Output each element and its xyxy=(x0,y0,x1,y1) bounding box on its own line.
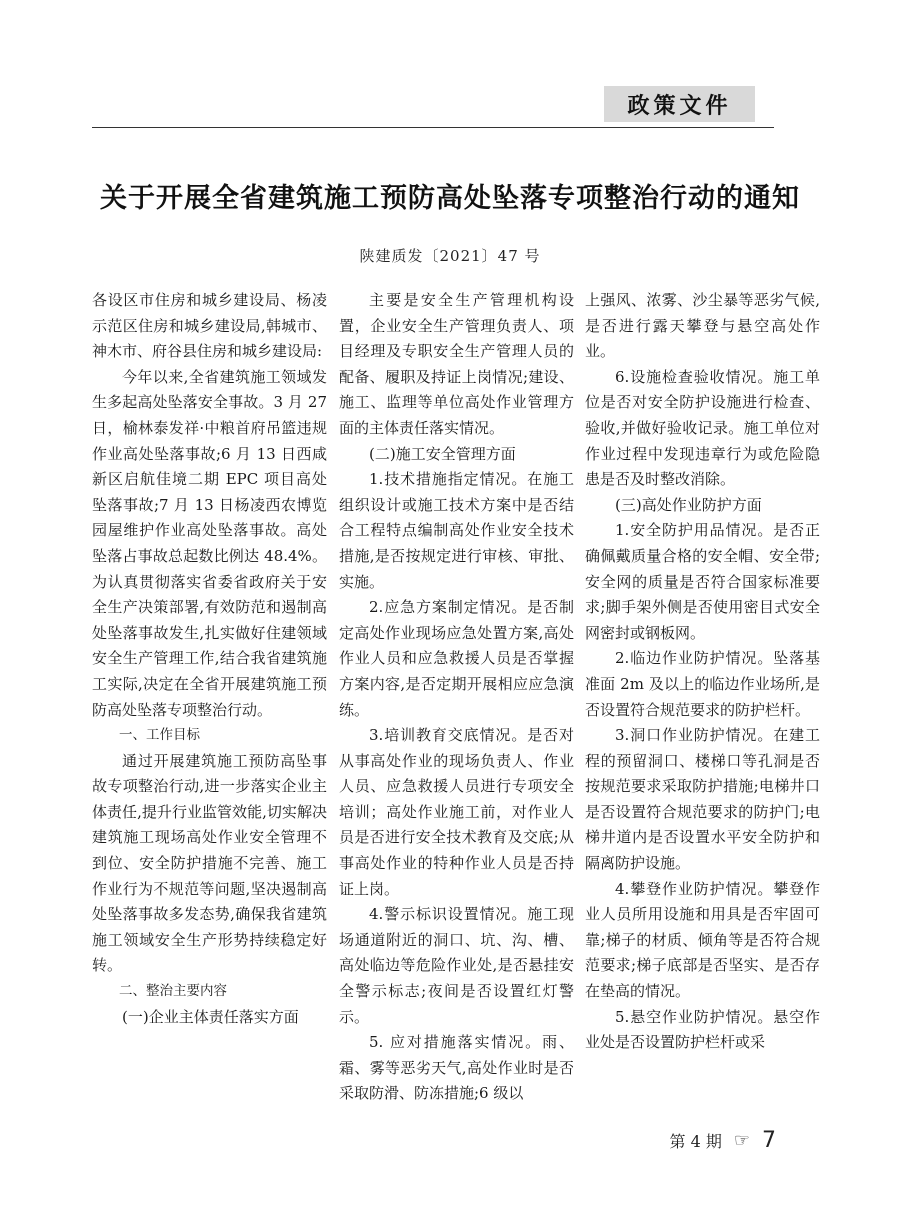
text-column-3 xyxy=(585,288,820,1056)
paragraph: 3.培训教育交底情况。是否对从事高处作业的现场负责人、作业人员、应急救援人员进行专项安全培训；高处作业施工前，对作业人员是否进行安全技术教育及交底;从事高处作业的特种作业人员是否持证上岗。 xyxy=(339,726,574,898)
paragraph: 2.应急方案制定情况。是否制定高处作业现场应急处置方案,高处作业人员和应急救援人员是否掌握方案内容,是否定期开展相应应急演练。 xyxy=(339,598,574,719)
document-title: 关于开展全省建筑施工预防高处坠落专项整治行动的通知 xyxy=(100,183,800,214)
header-rule xyxy=(92,127,774,128)
text-column-2 xyxy=(339,288,574,1107)
paragraph: 通过开展建筑施工预防高坠事故专项整治行动,进一步落实企业主体责任,提升行业监管效能,切实解决建筑施工现场高处作业安全管理不到位、安全防护措施不完善、施工作业行为不规范等问题,坚决遏制高处坠落事故多发态势,确保我省建筑施工领域安全生产形势持续稳定好转。 xyxy=(92,751,327,975)
page-number: 7 xyxy=(762,1128,776,1153)
section-heading: 二、整治主要内容 xyxy=(119,983,227,1000)
section-heading: 一、工作目标 xyxy=(119,727,200,744)
paragraph: 4.警示标识设置情况。施工现场通道附近的洞口、坑、沟、槽、高处临边等危险作业处,是否悬挂安全警示标志;夜间是否设置红灯警示。 xyxy=(339,905,574,1026)
document-number: 陕建质发〔2021〕47 号 xyxy=(359,247,541,265)
paragraph: (二)施工安全管理方面 xyxy=(369,444,516,463)
paragraph: (一)企业主体责任落实方面 xyxy=(122,1007,299,1026)
hand-pointing-right-icon: ☞ xyxy=(733,1130,750,1151)
paragraph: 2.临边作业防护情况。坠落基准面 2m 及以上的临边作业场所,是否设置符合规范要求的防护栏杆。 xyxy=(585,649,820,719)
paragraph: 5. 应对措施落实情况。雨、霜、雾等恶劣天气,高处作业时是否采取防滑、防冻措施;6 级以 xyxy=(339,1033,574,1103)
text-column-1 xyxy=(92,288,327,1030)
paragraph: 今年以来,全省建筑施工领域发生多起高处坠落安全事故。3 月 27 日，榆林泰发祥·中粮首府吊篮违规作业高处坠落事故;6 月 13 日西咸新区启航佳境二期 EPC 项目高处坠落事故;7 月 13 日杨凌西农博览园屋维护作业高处坠落事故。高处坠落占事故总起数比例达 48.4%。为认真贯彻落实省委省政府关于安全生产决策部署,有效防范和遏制高处坠落事故发生,扎实做好住建领域安全生产管理工作,结合我省建筑施工实际,决定在全省开展建筑施工预防高处坠落专项整治行动。 xyxy=(92,367,327,719)
section-tag: 政策文件 xyxy=(604,86,755,122)
paragraph: 各设区市住房和城乡建设局、杨凌示范区住房和城乡建设局,韩城市、神木市、府谷县住房和城乡建设局: xyxy=(92,291,327,361)
paragraph: 6.设施检查验收情况。施工单位是否对安全防护设施进行检查、验收,并做好验收记录。施工单位对作业过程中发现违章行为或危险隐患是否及时整改消除。 xyxy=(585,367,820,489)
paragraph: 上强风、浓雾、沙尘暴等恶劣气候,是否进行露天攀登与悬空高处作业。 xyxy=(585,291,820,361)
page-footer xyxy=(670,1128,777,1153)
paragraph: 1.安全防护用品情况。是否正确佩戴质量合格的安全帽、安全带;安全网的质量是否符合国家标准要求;脚手架外侧是否使用密目式安全网密封或钢板网。 xyxy=(585,521,820,642)
paragraph: (三)高处作业防护方面 xyxy=(615,495,762,514)
paragraph: 5.悬空作业防护情况。悬空作业处是否设置防护栏杆或采 xyxy=(585,1007,820,1052)
paragraph: 4.攀登作业防护情况。攀登作业人员所用设施和用具是否牢固可靠;梯子的材质、倾角等是否符合规范要求;梯子底部是否坚实、是否存在垫高的情况。 xyxy=(585,879,820,1001)
issue-label: 第 4 期 xyxy=(669,1132,722,1151)
paragraph: 3.洞口作业防护情况。在建工程的预留洞口、楼梯口等孔洞是否按规范要求采取防护措施;电梯井口是否设置符合规范要求的防护门;电梯井道内是否设置水平安全防护和隔离防护设施。 xyxy=(585,726,820,873)
paragraph: 1.技术措施指定情况。在施工组织设计或施工技术方案中是否结合工程特点编制高处作业安全技术措施,是否按规定进行审核、审批、实施。 xyxy=(339,470,574,591)
paragraph: 主要是安全生产管理机构设置，企业安全生产管理负责人、项目经理及专职安全生产管理人员的配备、履职及持证上岗情况;建设、施工、监理等单位高处作业管理方面的主体责任落实情况。 xyxy=(339,291,574,437)
